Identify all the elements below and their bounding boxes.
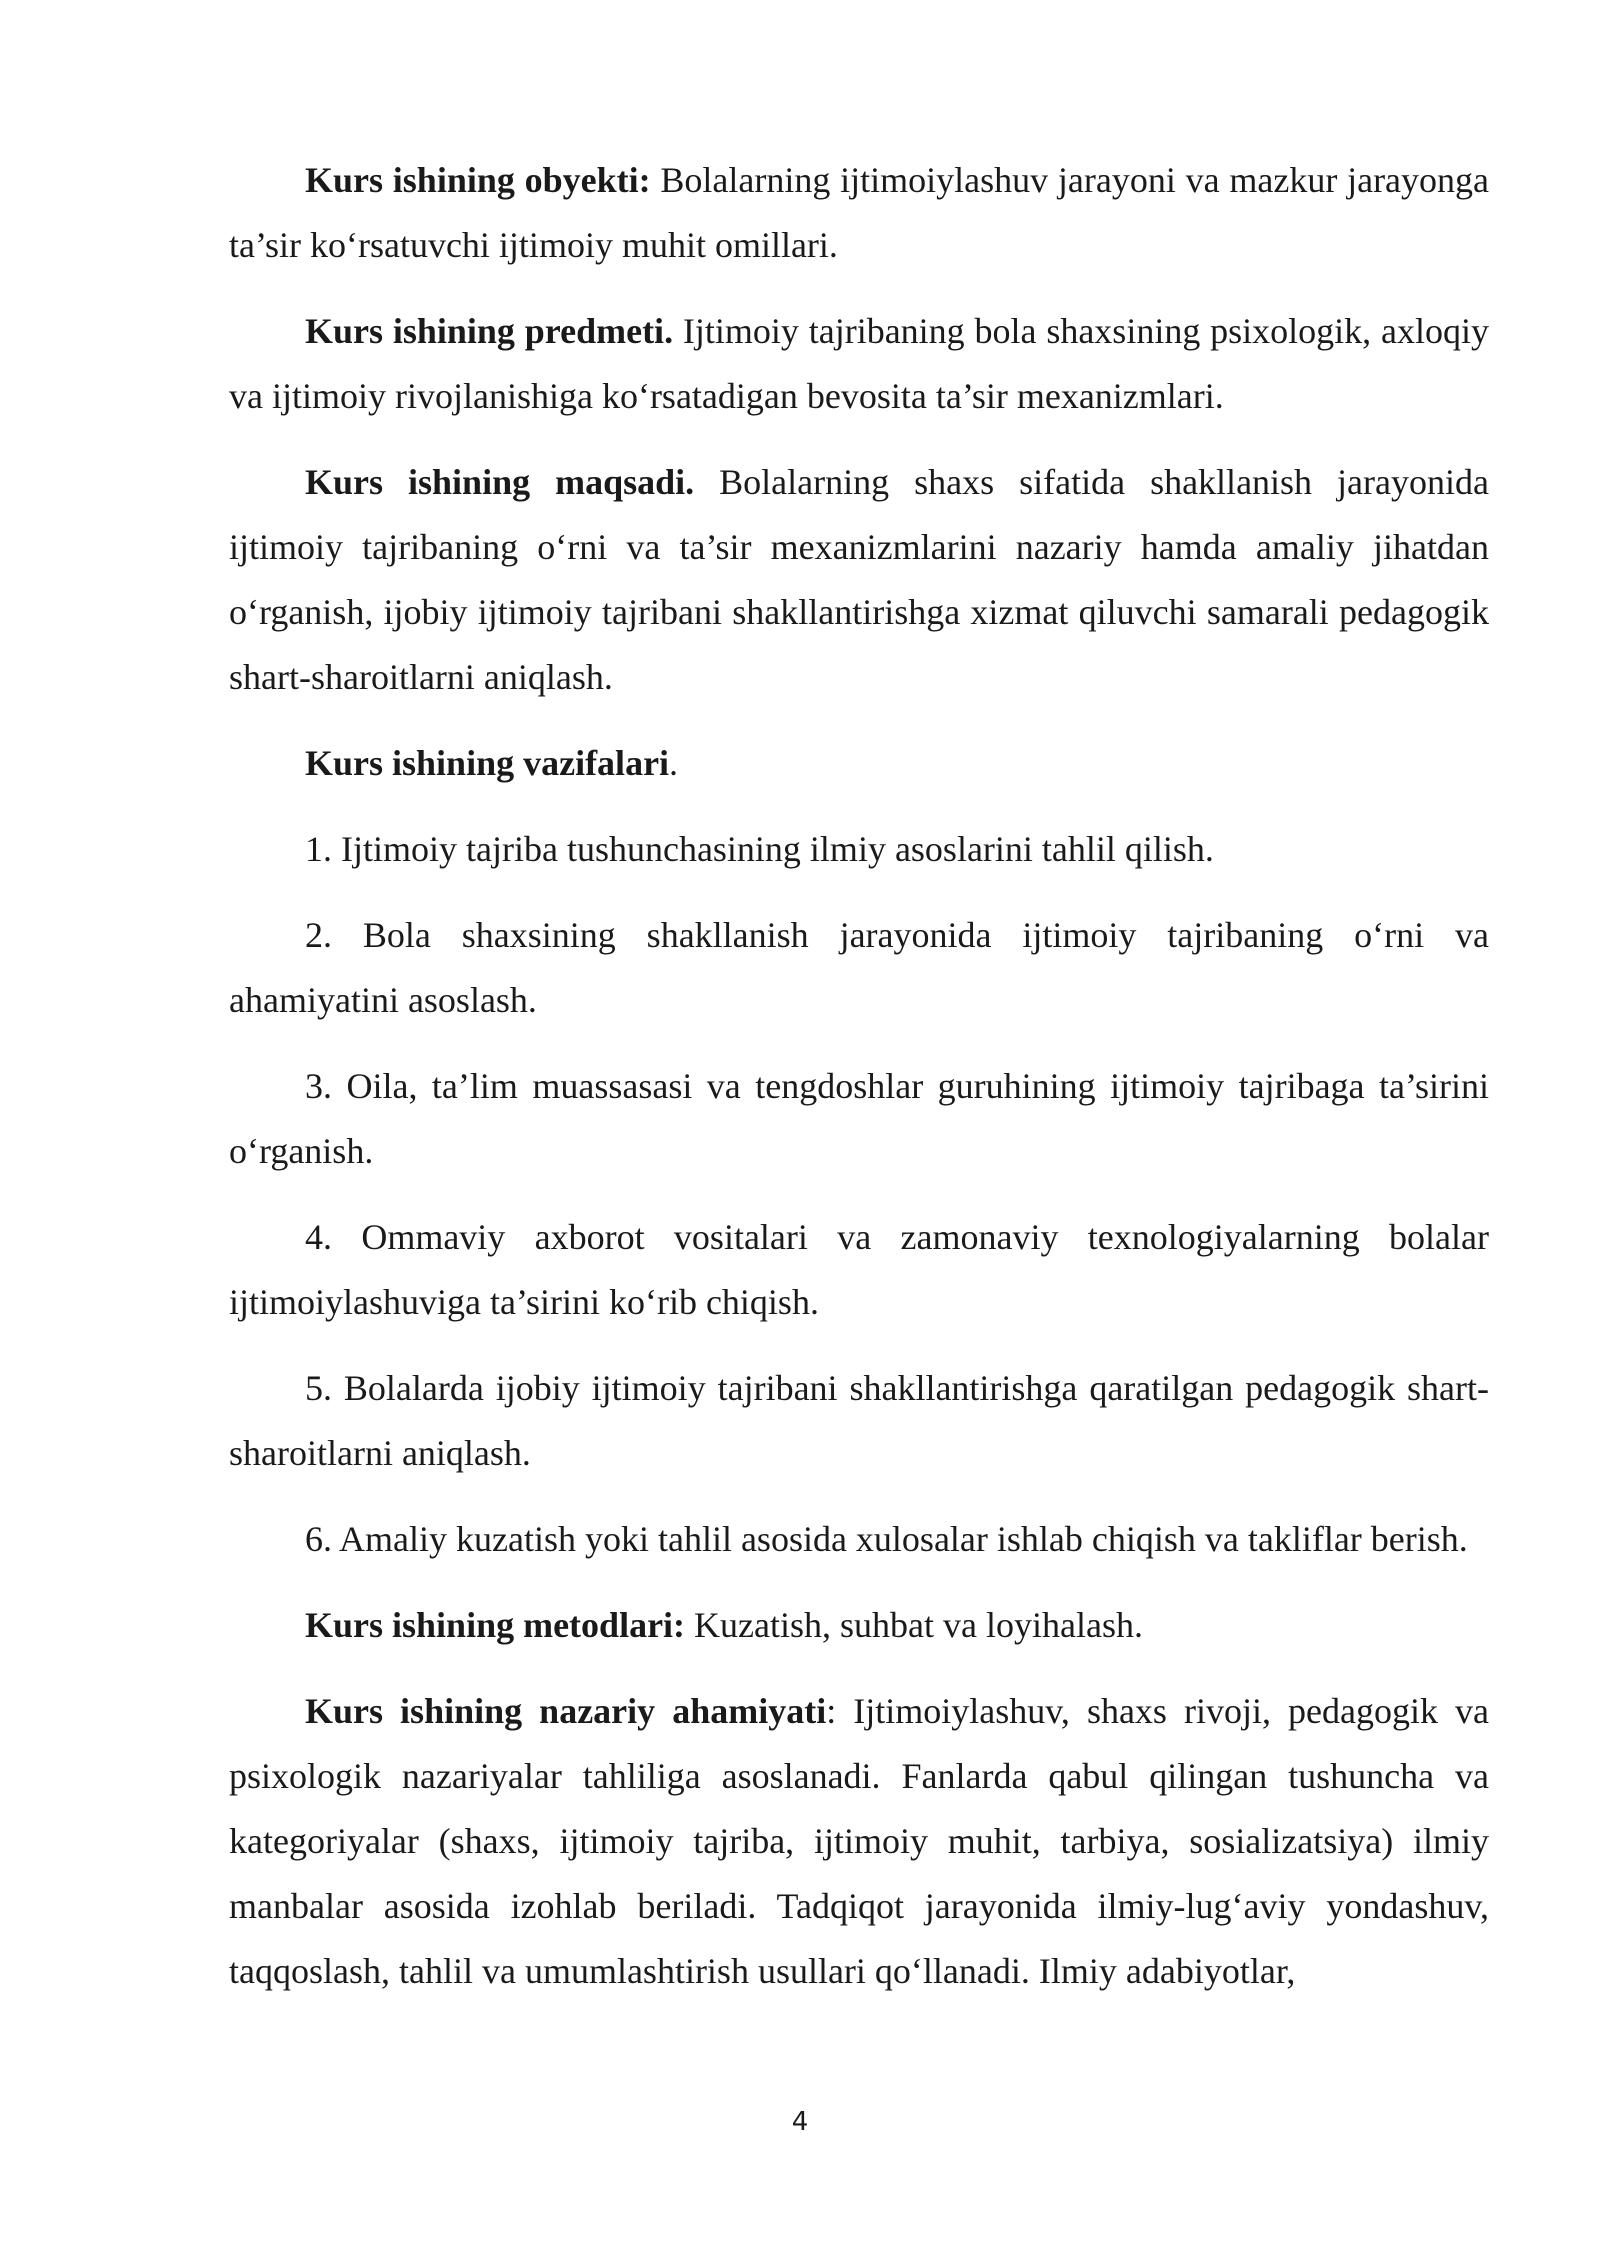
text-methods: Kuzatish, suhbat va loyihalash. [685, 1605, 1143, 1645]
text-theoretical-significance: : Ijtimoiylashuv, shaxs rivoji, pedagogik va psixologik nazariyalar tahliliga asoslanadi. Fanlarda qabul qilingan tushuncha va kategoriyalar (shaxs, ijtimoiy tajriba, ijtimoiy muhit, tarbiya, sosializatsiya) ilmiy manbalar asosida izohlab beriladi. Tadqiqot jarayonida ilmiy-lug‘aviy yondashuv, taqqoslash, tahlil va umumlashtirish usullari qo‘llanadi. Ilmiy adabiyotlar, [229, 1691, 1489, 1991]
paragraph-theoretical-significance [229, 1679, 1489, 2004]
task-item-5 [229, 1356, 1489, 1486]
paragraph-goal [229, 450, 1489, 710]
heading-methods: Kurs ishining metodlari: [305, 1605, 686, 1645]
heading-object: Kurs ishining obyekti: [305, 160, 651, 200]
text-goal: Bolalarning shaxs sifatida shakllanish jarayonida ijtimoiy tajribaning o‘rni va ta’sir mexanizmlarini nazariy hamda amaliy jihatdan o‘rganish, ijobiy ijtimoiy tajribani shakllantirishga xizmat qiluvchi samarali pedagogik shart-sharoitlarni aniqlash. [229, 462, 1489, 697]
task-item-6-text: 6. Amaliy kuzatish yoki tahlil asosida xulosalar ishlab chiqish va takliflar berish. [305, 1519, 1468, 1559]
paragraph-methods [229, 1593, 1489, 1658]
task-item-4 [229, 1205, 1489, 1335]
heading-theoretical-significance: Kurs ishining nazariy ahamiyati [305, 1691, 827, 1731]
task-item-1-text: 1. Ijtimoiy tajriba tushunchasining ilmiy asoslarini tahlil qilish. [305, 829, 1214, 869]
task-item-2-text: 2. Bola shaxsining shakllanish jarayonida ijtimoiy tajribaning o‘rni va ahamiyatini asoslash. [229, 915, 1489, 1020]
page-body [229, 148, 1489, 2025]
heading-goal: Kurs ishining maqsadi. [305, 462, 695, 502]
text-tasks-punct: . [669, 743, 679, 783]
task-item-5-text: 5. Bolalarda ijobiy ijtimoiy tajribani shakllantirishga qaratilgan pedagogik shart-sharoitlarni aniqlash. [229, 1368, 1489, 1473]
task-item-1 [229, 817, 1489, 882]
heading-subject: Kurs ishining predmeti. [305, 311, 674, 351]
task-item-4-text: 4. Ommaviy axborot vositalari va zamonaviy texnologiyalarning bolalar ijtimoiylashuviga ta’sirini ko‘rib chiqish. [229, 1217, 1489, 1322]
paragraph-object [229, 148, 1489, 278]
heading-tasks: Kurs ishining vazifalari [305, 743, 670, 783]
task-item-3 [229, 1054, 1489, 1184]
task-item-3-text: 3. Oila, ta’lim muassasasi va tengdoshlar guruhining ijtimoiy tajribaga ta’sirini o‘rganish. [229, 1066, 1489, 1171]
text-object: Bolalarning ijtimoiylashuv jarayoni va mazkur jarayonga ta’sir ko‘rsatuvchi ijtimoiy muhit omillari. [229, 160, 1490, 265]
paragraph-subject [229, 299, 1489, 429]
paragraph-tasks-heading [229, 731, 1489, 796]
page-number: 4 [791, 2107, 809, 2137]
task-item-6 [229, 1507, 1489, 1572]
text-subject: Ijtimoiy tajribaning bola shaxsining psixologik, axloqiy va ijtimoiy rivojlanishiga ko‘rsatadigan bevosita ta’sir mexanizmlari. [229, 311, 1489, 416]
task-item-2 [229, 903, 1489, 1033]
